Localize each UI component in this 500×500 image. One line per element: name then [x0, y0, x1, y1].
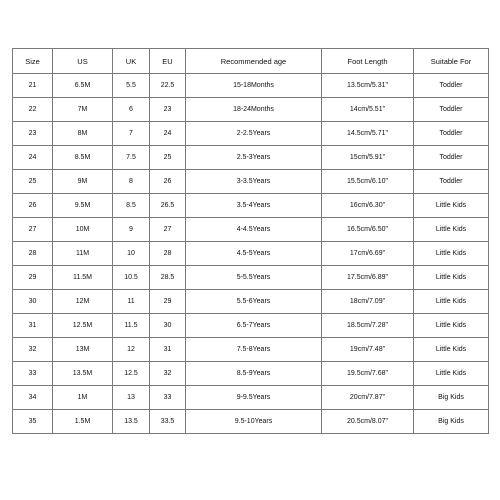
cell-foot-length: 14.5cm/5.71"	[322, 122, 414, 146]
cell-eu: 24	[150, 122, 186, 146]
cell-us: 9.5M	[53, 194, 113, 218]
cell-suitable-for: Little Kids	[414, 290, 489, 314]
header-eu: EU	[150, 49, 186, 74]
cell-recommended-age: 3.5-4Years	[186, 194, 322, 218]
table-header	[13, 49, 489, 74]
cell-recommended-age: 9.5-10Years	[186, 410, 322, 434]
cell-eu: 33	[150, 386, 186, 410]
cell-foot-length: 19cm/7.48"	[322, 338, 414, 362]
header-row	[13, 49, 489, 74]
cell-us: 6.5M	[53, 74, 113, 98]
cell-recommended-age: 15-18Months	[186, 74, 322, 98]
cell-us: 12.5M	[53, 314, 113, 338]
cell-eu: 32	[150, 362, 186, 386]
table-row	[13, 218, 489, 242]
cell-foot-length: 16.5cm/6.50"	[322, 218, 414, 242]
cell-recommended-age: 7.5-8Years	[186, 338, 322, 362]
header-size: Size	[13, 49, 53, 74]
table-row	[13, 146, 489, 170]
cell-us: 13.5M	[53, 362, 113, 386]
cell-uk: 10	[113, 242, 150, 266]
cell-foot-length: 16cm/6.30"	[322, 194, 414, 218]
cell-us: 11M	[53, 242, 113, 266]
cell-foot-length: 17.5cm/6.89"	[322, 266, 414, 290]
cell-eu: 22.5	[150, 74, 186, 98]
cell-uk: 12	[113, 338, 150, 362]
header-suitable-for: Suitable For	[414, 49, 489, 74]
header-uk: UK	[113, 49, 150, 74]
cell-recommended-age: 8.5-9Years	[186, 362, 322, 386]
cell-recommended-age: 3-3.5Years	[186, 170, 322, 194]
cell-uk: 9	[113, 218, 150, 242]
table-row	[13, 338, 489, 362]
cell-size: 26	[13, 194, 53, 218]
cell-foot-length: 15cm/5.91"	[322, 146, 414, 170]
cell-suitable-for: Little Kids	[414, 338, 489, 362]
cell-eu: 29	[150, 290, 186, 314]
cell-foot-length: 13.5cm/5.31"	[322, 74, 414, 98]
cell-recommended-age: 9-9.5Years	[186, 386, 322, 410]
cell-recommended-age: 5.5-6Years	[186, 290, 322, 314]
cell-recommended-age: 4-4.5Years	[186, 218, 322, 242]
cell-suitable-for: Toddler	[414, 170, 489, 194]
cell-suitable-for: Toddler	[414, 122, 489, 146]
cell-recommended-age: 2-2.5Years	[186, 122, 322, 146]
cell-size: 32	[13, 338, 53, 362]
cell-us: 12M	[53, 290, 113, 314]
cell-uk: 13.5	[113, 410, 150, 434]
cell-uk: 12.5	[113, 362, 150, 386]
cell-us: 10M	[53, 218, 113, 242]
cell-eu: 31	[150, 338, 186, 362]
cell-uk: 8.5	[113, 194, 150, 218]
cell-us: 7M	[53, 98, 113, 122]
table-body	[13, 74, 489, 434]
header-recommended-age: Recommended age	[186, 49, 322, 74]
cell-foot-length: 20cm/7.87"	[322, 386, 414, 410]
cell-eu: 26	[150, 170, 186, 194]
cell-eu: 28	[150, 242, 186, 266]
cell-suitable-for: Big Kids	[414, 410, 489, 434]
cell-us: 1M	[53, 386, 113, 410]
cell-us: 1.5M	[53, 410, 113, 434]
cell-foot-length: 17cm/6.69"	[322, 242, 414, 266]
cell-suitable-for: Little Kids	[414, 242, 489, 266]
table-row	[13, 242, 489, 266]
table-row	[13, 290, 489, 314]
table-row	[13, 386, 489, 410]
cell-uk: 6	[113, 98, 150, 122]
cell-eu: 30	[150, 314, 186, 338]
cell-suitable-for: Little Kids	[414, 218, 489, 242]
table-row	[13, 98, 489, 122]
cell-us: 8M	[53, 122, 113, 146]
cell-eu: 33.5	[150, 410, 186, 434]
cell-size: 34	[13, 386, 53, 410]
cell-uk: 10.5	[113, 266, 150, 290]
cell-size: 21	[13, 74, 53, 98]
cell-size: 35	[13, 410, 53, 434]
table-row	[13, 194, 489, 218]
cell-recommended-age: 18-24Months	[186, 98, 322, 122]
cell-suitable-for: Toddler	[414, 98, 489, 122]
cell-foot-length: 15.5cm/6.10"	[322, 170, 414, 194]
cell-size: 25	[13, 170, 53, 194]
cell-eu: 23	[150, 98, 186, 122]
table-row	[13, 170, 489, 194]
cell-uk: 5.5	[113, 74, 150, 98]
table-row	[13, 74, 489, 98]
cell-size: 24	[13, 146, 53, 170]
cell-eu: 27	[150, 218, 186, 242]
cell-size: 30	[13, 290, 53, 314]
cell-suitable-for: Big Kids	[414, 386, 489, 410]
cell-uk: 11	[113, 290, 150, 314]
cell-foot-length: 14cm/5.51"	[322, 98, 414, 122]
cell-size: 23	[13, 122, 53, 146]
table-row	[13, 266, 489, 290]
cell-uk: 8	[113, 170, 150, 194]
cell-recommended-age: 6.5-7Years	[186, 314, 322, 338]
header-foot-length: Foot Length	[322, 49, 414, 74]
table-row	[13, 410, 489, 434]
cell-size: 31	[13, 314, 53, 338]
cell-suitable-for: Little Kids	[414, 314, 489, 338]
cell-us: 9M	[53, 170, 113, 194]
cell-size: 29	[13, 266, 53, 290]
table-row	[13, 122, 489, 146]
cell-uk: 13	[113, 386, 150, 410]
cell-uk: 7.5	[113, 146, 150, 170]
header-us: US	[53, 49, 113, 74]
size-chart-table	[12, 48, 489, 434]
cell-us: 8.5M	[53, 146, 113, 170]
cell-foot-length: 18cm/7.09"	[322, 290, 414, 314]
cell-suitable-for: Little Kids	[414, 362, 489, 386]
cell-recommended-age: 5-5.5Years	[186, 266, 322, 290]
cell-suitable-for: Little Kids	[414, 266, 489, 290]
cell-size: 22	[13, 98, 53, 122]
cell-suitable-for: Little Kids	[414, 194, 489, 218]
cell-size: 28	[13, 242, 53, 266]
cell-foot-length: 18.5cm/7.28"	[322, 314, 414, 338]
cell-size: 27	[13, 218, 53, 242]
cell-foot-length: 19.5cm/7.68"	[322, 362, 414, 386]
table-row	[13, 314, 489, 338]
cell-eu: 25	[150, 146, 186, 170]
cell-eu: 28.5	[150, 266, 186, 290]
cell-recommended-age: 2.5-3Years	[186, 146, 322, 170]
cell-recommended-age: 4.5-5Years	[186, 242, 322, 266]
cell-us: 13M	[53, 338, 113, 362]
cell-foot-length: 20.5cm/8.07"	[322, 410, 414, 434]
cell-uk: 11.5	[113, 314, 150, 338]
cell-size: 33	[13, 362, 53, 386]
cell-us: 11.5M	[53, 266, 113, 290]
table-row	[13, 362, 489, 386]
cell-uk: 7	[113, 122, 150, 146]
cell-eu: 26.5	[150, 194, 186, 218]
cell-suitable-for: Toddler	[414, 74, 489, 98]
cell-suitable-for: Toddler	[414, 146, 489, 170]
